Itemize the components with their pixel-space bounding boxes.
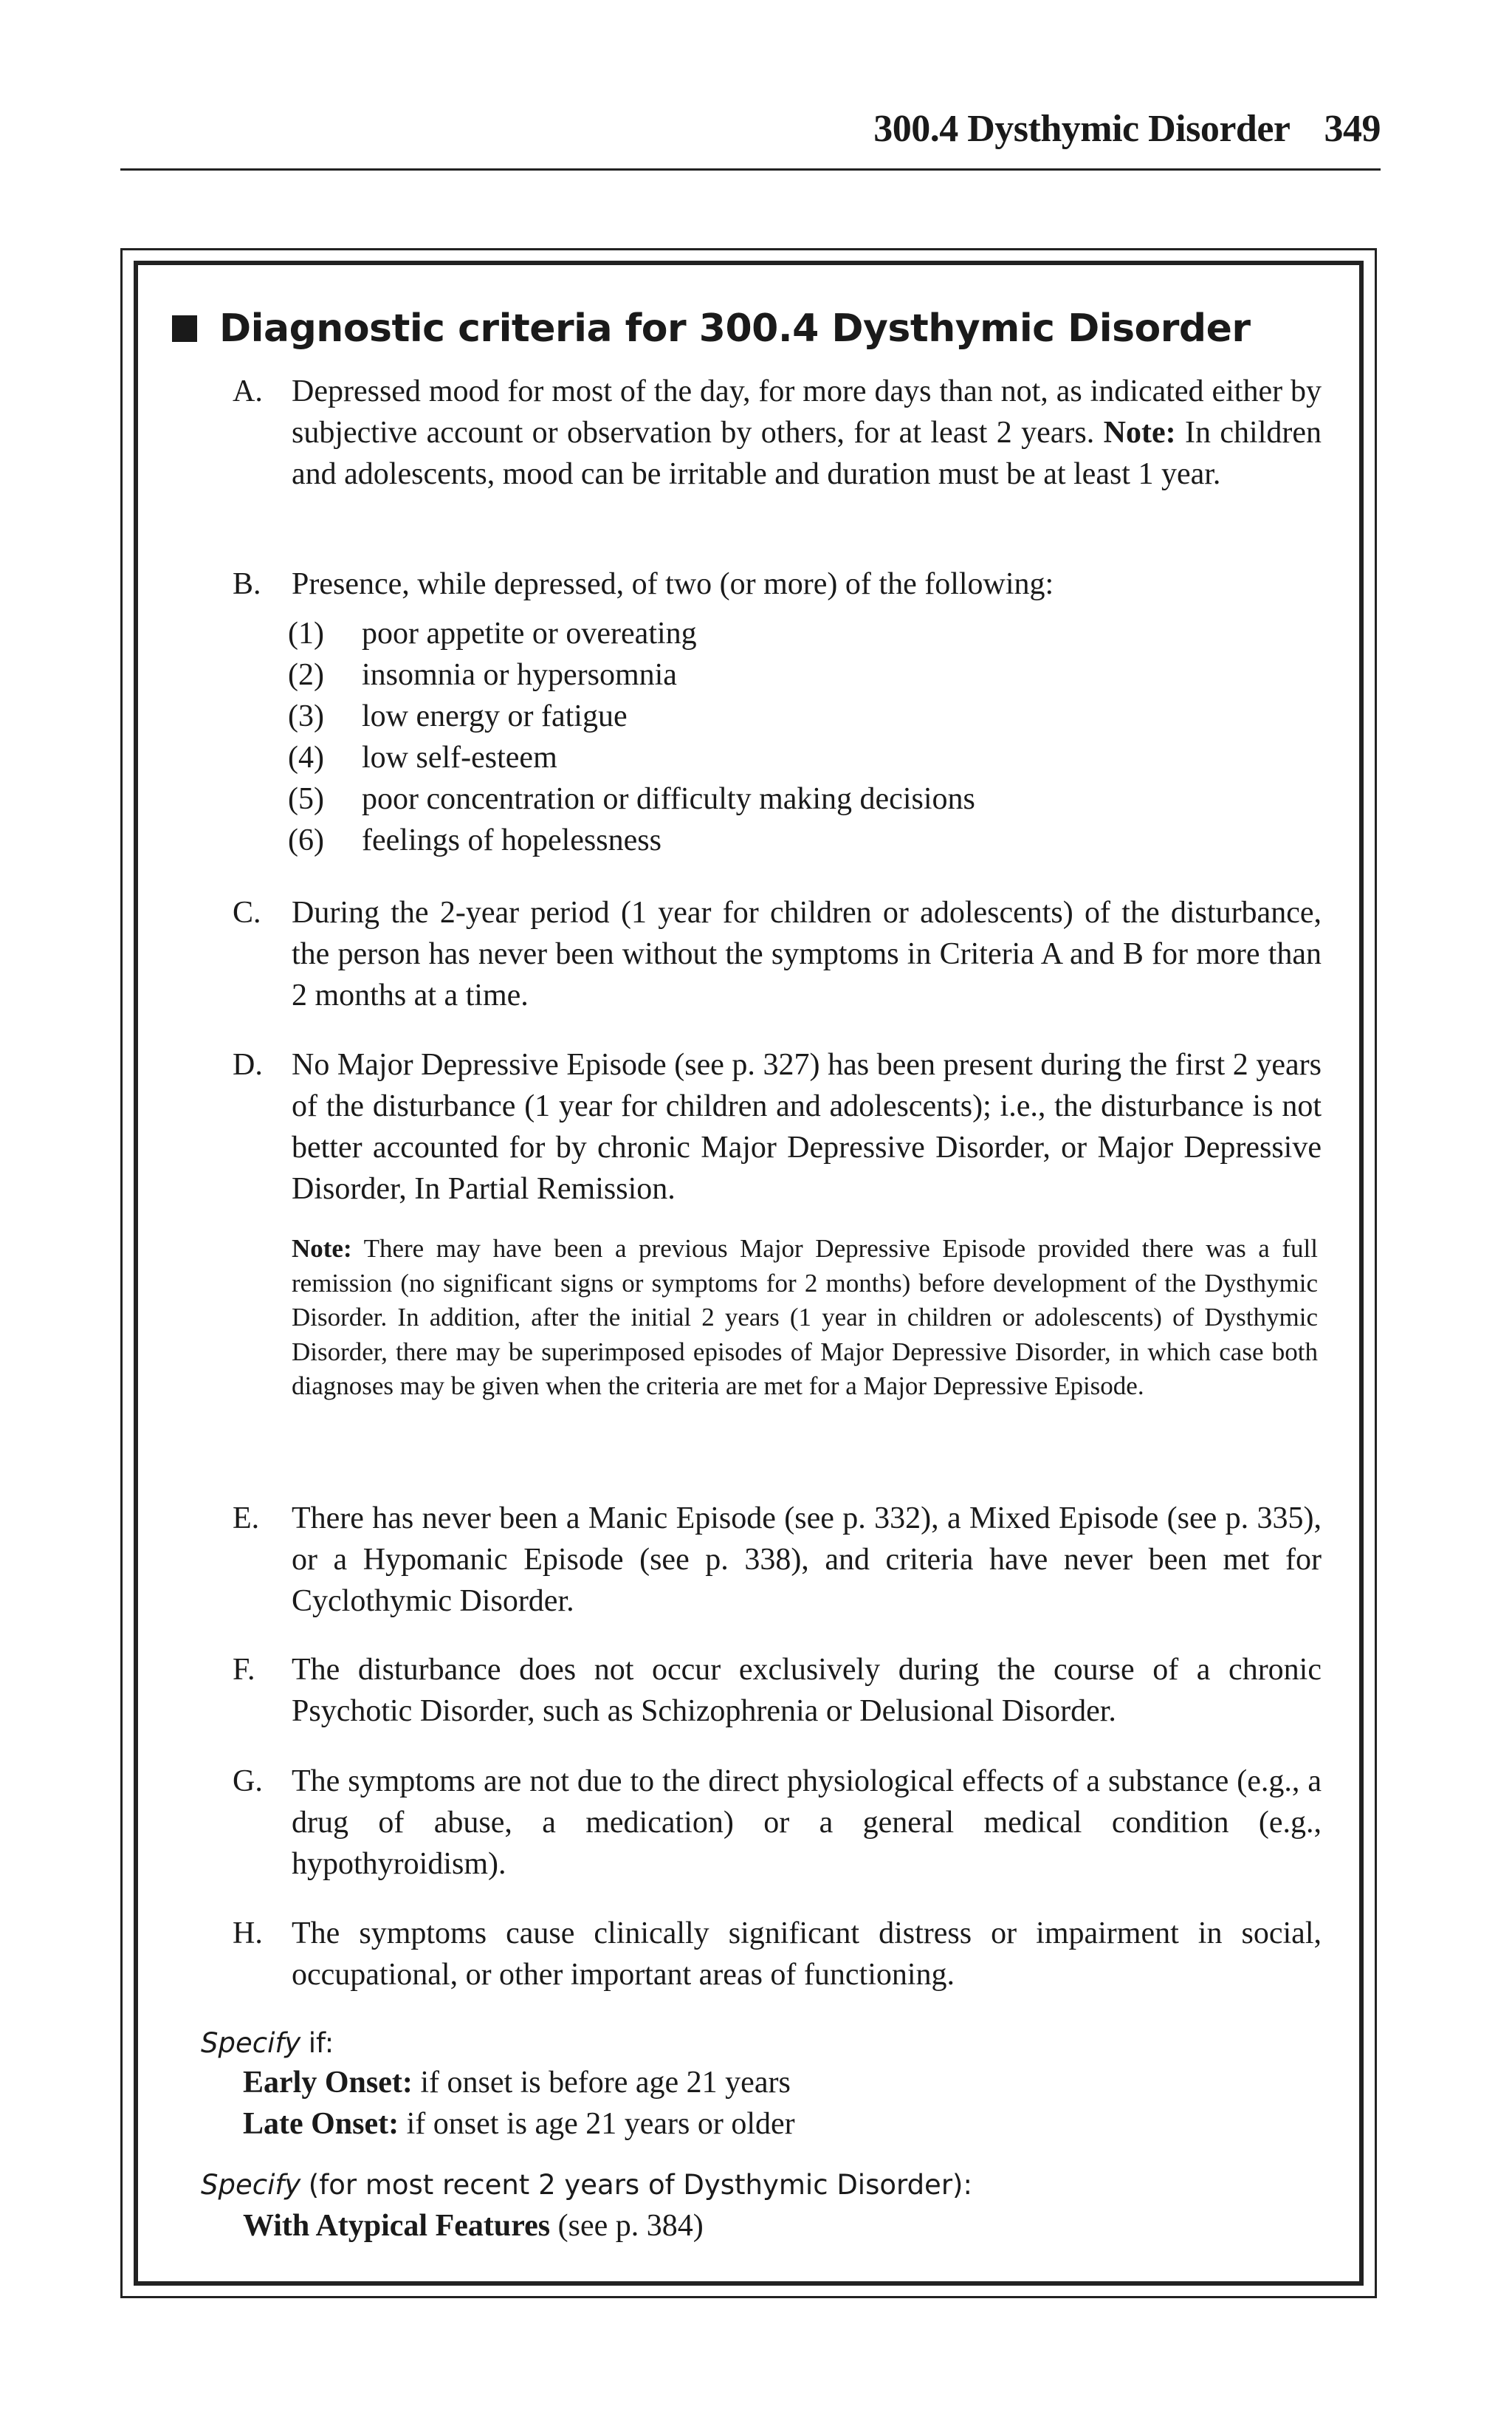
criterion-h xyxy=(233,1913,1322,1995)
note-text: There may have been a previous Major Depressive Episode provided there was a full remission (no significant signs or symptoms for 2 months) before development of the Dysthymic Disorder. In addition, after the initial 2 years (1 year in children or adolescents) of Dysthymic Disorder, there may be superimposed episodes of Major Depressive Disorder, in which case both diagnoses may be given when the criteria are met for a Major Depressive Episode. xyxy=(292,1234,1319,1400)
criterion-a xyxy=(233,371,1322,495)
criterion-letter: H. xyxy=(233,1916,263,1950)
criterion-letter: A. xyxy=(233,374,263,408)
page-number: 349 xyxy=(1324,108,1381,150)
note-label: Note: xyxy=(1103,416,1176,450)
criterion-g xyxy=(233,1761,1322,1885)
running-head-title: 300.4 Dysthymic Disorder xyxy=(873,108,1291,150)
criterion-text: Presence, while depressed, of two (or more) of the following: xyxy=(292,567,1054,601)
criterion-text: The symptoms cause clinically significant distress or impairment in social, occupational, or other important areas of functioning. xyxy=(292,1916,1322,1992)
list-item: (4) low self-esteem xyxy=(288,741,557,775)
list-item: (1) poor appetite or overeating xyxy=(288,617,697,651)
criterion-e xyxy=(233,1498,1322,1622)
criterion-d-note xyxy=(292,1232,1318,1404)
criterion-text: There has never been a Manic Episode (see p. 332), a Mixed Episode (see p. 335), or a Hypomanic Episode (see p. 338), and criteria have never been met for Cyclothymic Disorder. xyxy=(292,1501,1322,1618)
list-item: (6) feelings of hopelessness xyxy=(288,823,662,857)
criterion-letter: G. xyxy=(233,1764,263,1798)
criterion-b-items xyxy=(288,613,975,861)
running-head xyxy=(120,107,1381,166)
list-item: (2) insomnia or hypersomnia xyxy=(288,658,677,692)
atypical-features-label: With Atypical Features xyxy=(243,2209,551,2243)
criterion-letter: B. xyxy=(233,567,261,601)
criterion-letter: F. xyxy=(233,1653,255,1687)
criterion-f xyxy=(233,1649,1322,1732)
late-onset-specifier xyxy=(243,2103,795,2145)
criterion-letter: D. xyxy=(233,1048,263,1082)
atypical-features-text: (see p. 384) xyxy=(557,2209,704,2243)
early-onset-specifier xyxy=(243,2062,791,2103)
header-rule xyxy=(120,168,1381,171)
late-onset-text: if onset is age 21 years or older xyxy=(406,2107,795,2141)
criterion-text: No Major Depressive Episode (see p. 327) has been present during the first 2 years of the disturbance (1 year for children and adolescents); i.e., the disturbance is not better accounted for by chronic Major Depressive Disorder, or Major Depressive Disorder, In Partial Remission. xyxy=(292,1048,1322,1206)
criterion-text: During the 2-year period (1 year for children or adolescents) of the disturbance, the person has never been without the symptoms in Criteria A and B for more than 2 months at a time. xyxy=(292,896,1322,1012)
criteria-heading xyxy=(172,295,1251,362)
list-item: (3) low energy or fatigue xyxy=(288,699,628,733)
criterion-c xyxy=(233,892,1322,1016)
atypical-features-specifier xyxy=(243,2205,704,2247)
late-onset-label: Late Onset: xyxy=(243,2107,399,2141)
criterion-text: The disturbance does not occur exclusively during the course of a chronic Psychotic Disorder, such as Schizophrenia or Delusional Disorder. xyxy=(292,1653,1322,1728)
note-label: Note: xyxy=(292,1234,352,1263)
criterion-text: The symptoms are not due to the direct physiological effects of a substance (e.g., a drug of abuse, a medication) or a general medical condition (e.g., hypothyroidism). xyxy=(292,1764,1322,1881)
early-onset-text: if onset is before age 21 years xyxy=(420,2066,791,2100)
criterion-text: Depressed mood for most of the day, for more days than not, as indicated either by subjective account or observation by others, for at least 2 years. Note: In children and adolescents, mood can be irritable and duration must be at least 1 year. xyxy=(292,374,1322,491)
criterion-letter: C. xyxy=(233,896,261,930)
list-item: (5) poor concentration or difficulty making decisions xyxy=(288,782,975,816)
early-onset-label: Early Onset: xyxy=(243,2066,413,2100)
specify-onset-label: Specify if: xyxy=(201,2027,334,2059)
criterion-b xyxy=(233,563,1322,605)
criterion-letter: E. xyxy=(233,1501,260,1535)
specify-features-label: Specify (for most recent 2 years of Dysthymic Disorder): xyxy=(201,2169,972,2201)
criterion-d xyxy=(233,1044,1322,1210)
square-bullet-icon xyxy=(172,315,197,342)
heading-text: Diagnostic criteria for 300.4 Dysthymic Disorder xyxy=(219,306,1251,351)
note-text: In children and adolescents, mood can be irritable and duration must be at least 1 year. xyxy=(292,416,1322,491)
